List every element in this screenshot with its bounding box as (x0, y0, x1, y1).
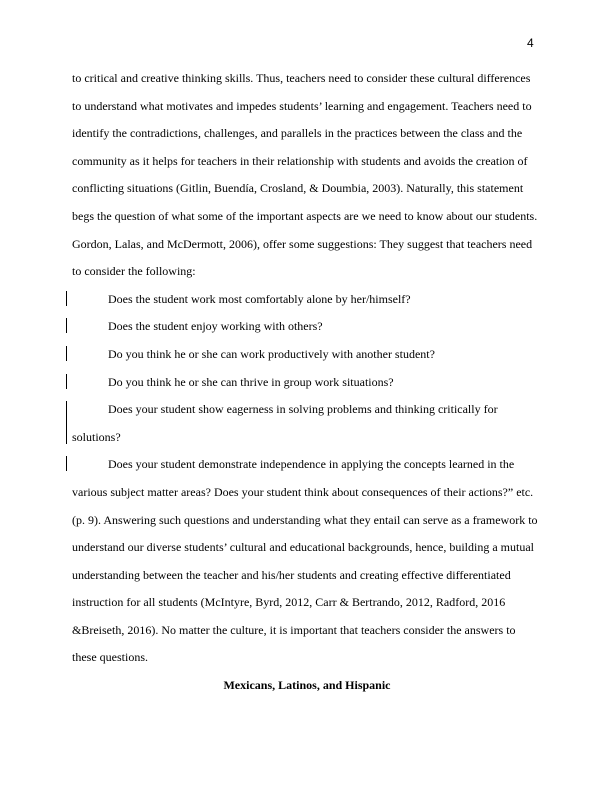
question-text: Does your student demonstrate independence in applying the concepts learned in the (108, 457, 515, 472)
text-line: identify the contradictions, challenges, and parallels in the practices between the class and the (72, 126, 523, 141)
change-bar (66, 374, 67, 389)
text-line: (p. 9). Answering such questions and understanding what they entail can serve as a framework to (72, 512, 538, 527)
change-bar (66, 401, 67, 444)
document-body (72, 69, 542, 704)
question-item (72, 455, 542, 483)
text-line: to consider the following: (72, 264, 196, 279)
change-bar (66, 318, 67, 333)
question-item (72, 290, 542, 318)
text-line: begs the question of what some of the important aspects are we need to know about our students. (72, 208, 538, 223)
text-line: to understand what motivates and impedes students’ learning and engagement. Teachers need to (72, 98, 532, 113)
page-number: 4 (527, 36, 534, 50)
question-text: Do you think he or she can thrive in group work situations? (108, 374, 394, 389)
text-line: conflicting situations (Gitlin, Buendía, Crosland, & Doumbia, 2003). Naturally, this statement (72, 181, 524, 196)
question-item (72, 317, 542, 345)
question-text: Does the student work most comfortably alone by her/himself? (108, 291, 411, 306)
question-continuation: solutions? (72, 429, 121, 444)
text-line: understand our diverse students’ cultural and educational backgrounds, hence, building a mutual (72, 540, 534, 555)
text-line: community as it helps for teachers in their relationship with students and avoids the creation of (72, 153, 528, 168)
change-bar (66, 346, 67, 361)
change-bar (66, 291, 67, 306)
text-line: understanding between the teacher and his/her students and creating effective differentiated (72, 567, 511, 582)
question-item (72, 345, 542, 373)
text-line: instruction for all students (McIntyre, Byrd, 2012, Carr & Bertrando, 2012, Radford, 2016 (72, 595, 506, 610)
change-bar (66, 456, 67, 471)
question-text: Does your student show eagerness in solving problems and thinking critically for (108, 402, 498, 417)
text-line: to critical and creative thinking skills. Thus, teachers need to consider these cultural differences (72, 71, 531, 85)
question-item (72, 400, 542, 428)
question-item (72, 373, 542, 401)
text-line: Gordon, Lalas, and McDermott, 2006), offer some suggestions: They suggest that teachers need (72, 236, 533, 251)
question-text: Does the student enjoy working with others? (108, 319, 323, 334)
text-line: these questions. (72, 650, 148, 665)
question-text: Do you think he or she can work productively with another student? (108, 346, 435, 361)
text-line: &Breiseth, 2016). No matter the culture, it is important that teachers consider the answers to (72, 622, 516, 637)
text-line: various subject matter areas? Does your student think about consequences of their actions?” etc. (72, 484, 534, 499)
section-heading: Mexicans, Latinos, and Hispanic (223, 678, 391, 693)
